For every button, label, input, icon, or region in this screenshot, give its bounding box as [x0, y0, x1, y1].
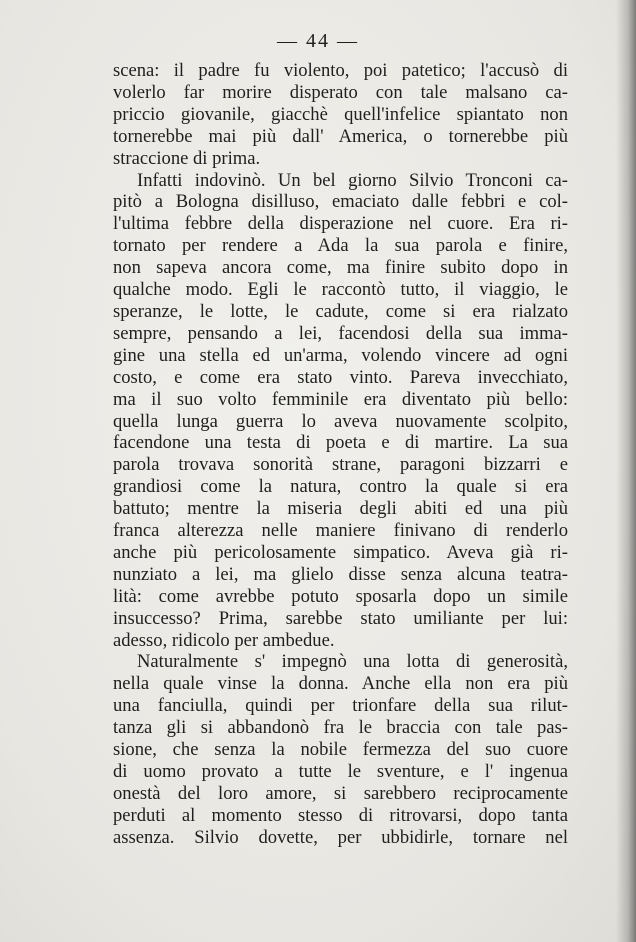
page-edge-shadow: [616, 0, 636, 942]
text-line: straccione di prima.: [113, 147, 261, 169]
text-line: volerlo far morire disperato con tale malsano ca-: [113, 81, 568, 103]
text-line: gine una stella ed un'arma, volendo vincere ad ogni: [113, 344, 568, 366]
text-line: Infatti indovinò. Un bel giorno Silvio Tronconi ca-: [137, 169, 568, 191]
text-line: ma il suo volto femminile era diventato più bello:: [113, 388, 568, 410]
text-line: insuccesso? Prima, sarebbe stato umiliante per lui:: [113, 607, 568, 629]
page-number-header: — 44 —: [277, 30, 359, 52]
text-line: Naturalmente s' impegnò una lotta di generosità,: [137, 651, 568, 673]
text-line: costo, e come era stato vinto. Pareva invecchiato,: [113, 366, 568, 388]
text-line: quella lunga guerra lo aveva nuovamente scolpito,: [113, 410, 568, 432]
paragraph: [113, 60, 568, 170]
text-line: adesso, ridicolo per ambedue.: [113, 629, 335, 651]
text-line: franca alterezza nelle maniere finivano di renderlo: [113, 520, 568, 542]
text-line: scena: il padre fu violento, poi patetico; l'accusò di: [113, 60, 568, 81]
text-line: grandiosi come la natura, contro la quale si era: [113, 476, 568, 498]
paragraph: [113, 651, 568, 848]
text-line: battuto; mentre la miseria degli abiti ed una più: [113, 498, 568, 520]
text-line: non sapeva ancora come, ma finire subito dopo in: [113, 257, 568, 279]
text-line: speranze, le lotte, le cadute, come si era rialzato: [113, 300, 568, 322]
text-line: perduti al momento stesso di ritrovarsi, dopo tanta: [113, 804, 568, 826]
text-line: nunziato a lei, ma glielo disse senza alcuna teatra-: [113, 563, 568, 585]
text-line: anche più pericolosamente simpatico. Aveva già ri-: [113, 541, 568, 563]
body-text: [113, 60, 568, 849]
text-line: facendone una testa di poeta e di martire. La sua: [113, 432, 568, 454]
text-line: qualche modo. Egli le raccontò tutto, il viaggio, le: [113, 279, 568, 301]
text-line: onestà del loro amore, si sarebbero reciprocamente: [113, 782, 568, 804]
text-line: assenza. Silvio dovette, per ubbidirle, tornare nel: [113, 826, 568, 848]
text-line: nella quale vinse la donna. Anche ella non era più: [113, 673, 568, 695]
text-line: parola trovava sonorità strane, paragoni bizzarri e: [113, 454, 568, 476]
text-line: pitò a Bologna disilluso, emaciato dalle febbri e col-: [113, 191, 568, 213]
paragraph: [113, 170, 568, 652]
text-line: priccio giovanile, giacchè quell'infelice spiantato non: [113, 103, 568, 125]
text-line: tornerebbe mai più dall' America, o tornerebbe più: [113, 125, 568, 147]
text-line: sempre, pensando a lei, facendosi della sua imma-: [113, 322, 568, 344]
text-line: tornato per rendere a Ada la sua parola e finire,: [113, 235, 568, 257]
text-line: di uomo provato a tutte le sventure, e l' ingenua: [113, 761, 568, 782]
text-line: sione, che senza la nobile fermezza del suo cuore: [113, 739, 568, 761]
text-line: l'ultima febbre della disperazione nel cuore. Era ri-: [113, 213, 568, 235]
text-line: lità: come avrebbe potuto sposarla dopo un simile: [113, 585, 568, 607]
text-line: tanza gli si abbandonò fra le braccia con tale pas-: [113, 717, 568, 739]
text-line: una fanciulla, quindi per trionfare della sua rilut-: [113, 695, 568, 717]
